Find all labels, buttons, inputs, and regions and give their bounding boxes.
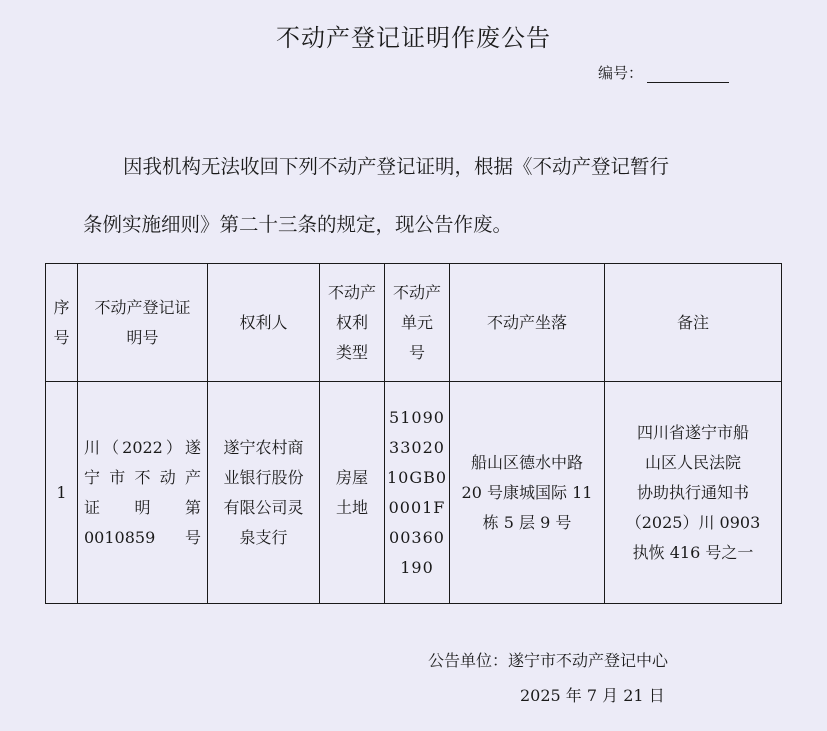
cell-holder-l1: 遂宁农村商	[223, 437, 304, 457]
header-remark: 备注	[605, 264, 782, 382]
cell-cert-l2: 宁市不动产	[84, 467, 201, 487]
cell-right-type-l2: 土地	[335, 497, 368, 517]
cell-unit-l1: 51090	[389, 407, 445, 427]
header-cert-l1: 不动产登记证	[94, 297, 191, 317]
cell-location	[450, 382, 605, 604]
cell-right-type	[320, 382, 385, 604]
cell-location-l2: 20 号康城国际 11	[461, 482, 593, 502]
cell-unit-l6: 190	[400, 557, 434, 577]
issuing-unit: 公告单位：遂宁市不动产登记中心	[428, 651, 669, 670]
intro-line-2: 条例实施细则》第二十三条的规定，现公告作废。	[83, 213, 513, 236]
header-no	[46, 264, 78, 382]
cell-holder-l4: 泉支行	[239, 527, 288, 547]
cell-remark-l2: 山区人民法院	[644, 452, 741, 472]
cell-unit	[385, 382, 450, 604]
cell-location-l1: 船山区德水中路	[470, 452, 583, 472]
header-right-type	[320, 264, 385, 382]
cell-unit-l3: 10GB0	[386, 467, 448, 487]
cell-remark-l5: 执恢 416 号之一	[632, 542, 754, 562]
serial-blank	[647, 67, 729, 83]
cell-holder	[208, 382, 320, 604]
header-no-l1: 序	[53, 297, 70, 317]
header-unit	[385, 264, 450, 382]
cell-cert-l1: 川（2022）遂	[84, 437, 201, 457]
intro-line-1: 因我机构无法收回下列不动产登记证明，根据《不动产登记暂行	[123, 155, 670, 178]
header-unit-l3: 号	[408, 342, 425, 362]
voided-certificates-table	[45, 263, 782, 604]
cell-cert	[78, 382, 208, 604]
intro-paragraph	[83, 138, 773, 254]
cell-remark-l1: 四川省遂宁市船	[636, 422, 749, 442]
cell-right-type-l1: 房屋	[335, 467, 368, 487]
cell-no: 1	[46, 382, 78, 604]
cell-unit-l4: 0001F	[388, 497, 446, 517]
header-right-type-l3: 类型	[335, 342, 368, 362]
cell-cert-l4: 0010859 号	[84, 527, 201, 547]
header-location: 不动产坐落	[450, 264, 605, 382]
header-unit-l2: 单元	[400, 312, 433, 332]
table-header-row	[46, 264, 782, 382]
document-title: 不动产登记证明作废公告	[276, 24, 551, 52]
serial-number	[598, 62, 729, 83]
cell-remark-l3: 协助执行通知书	[636, 482, 749, 502]
header-cert	[78, 264, 208, 382]
cell-holder-l3: 有限公司灵	[223, 497, 304, 517]
header-no-l2: 号	[53, 327, 70, 347]
cell-cert-l3: 证 明 第	[84, 497, 201, 517]
header-unit-l1: 不动产	[392, 282, 441, 302]
serial-label: 编号：	[598, 64, 644, 82]
cell-unit-l5: 00360	[389, 527, 445, 547]
cell-remark-l4: （2025）川 0903	[625, 512, 761, 532]
header-right-type-l2: 权利	[335, 312, 368, 332]
issue-date: 2025 年 7 月 21 日	[520, 686, 665, 705]
table-row	[46, 382, 782, 604]
header-holder: 权利人	[208, 264, 320, 382]
cell-unit-l2: 33020	[389, 437, 445, 457]
header-cert-l2: 明号	[126, 327, 159, 347]
cell-location-l3: 栋 5 层 9 号	[482, 512, 572, 532]
header-right-type-l1: 不动产	[327, 282, 376, 302]
cell-remark	[605, 382, 782, 604]
cell-holder-l2: 业银行股份	[223, 467, 304, 487]
